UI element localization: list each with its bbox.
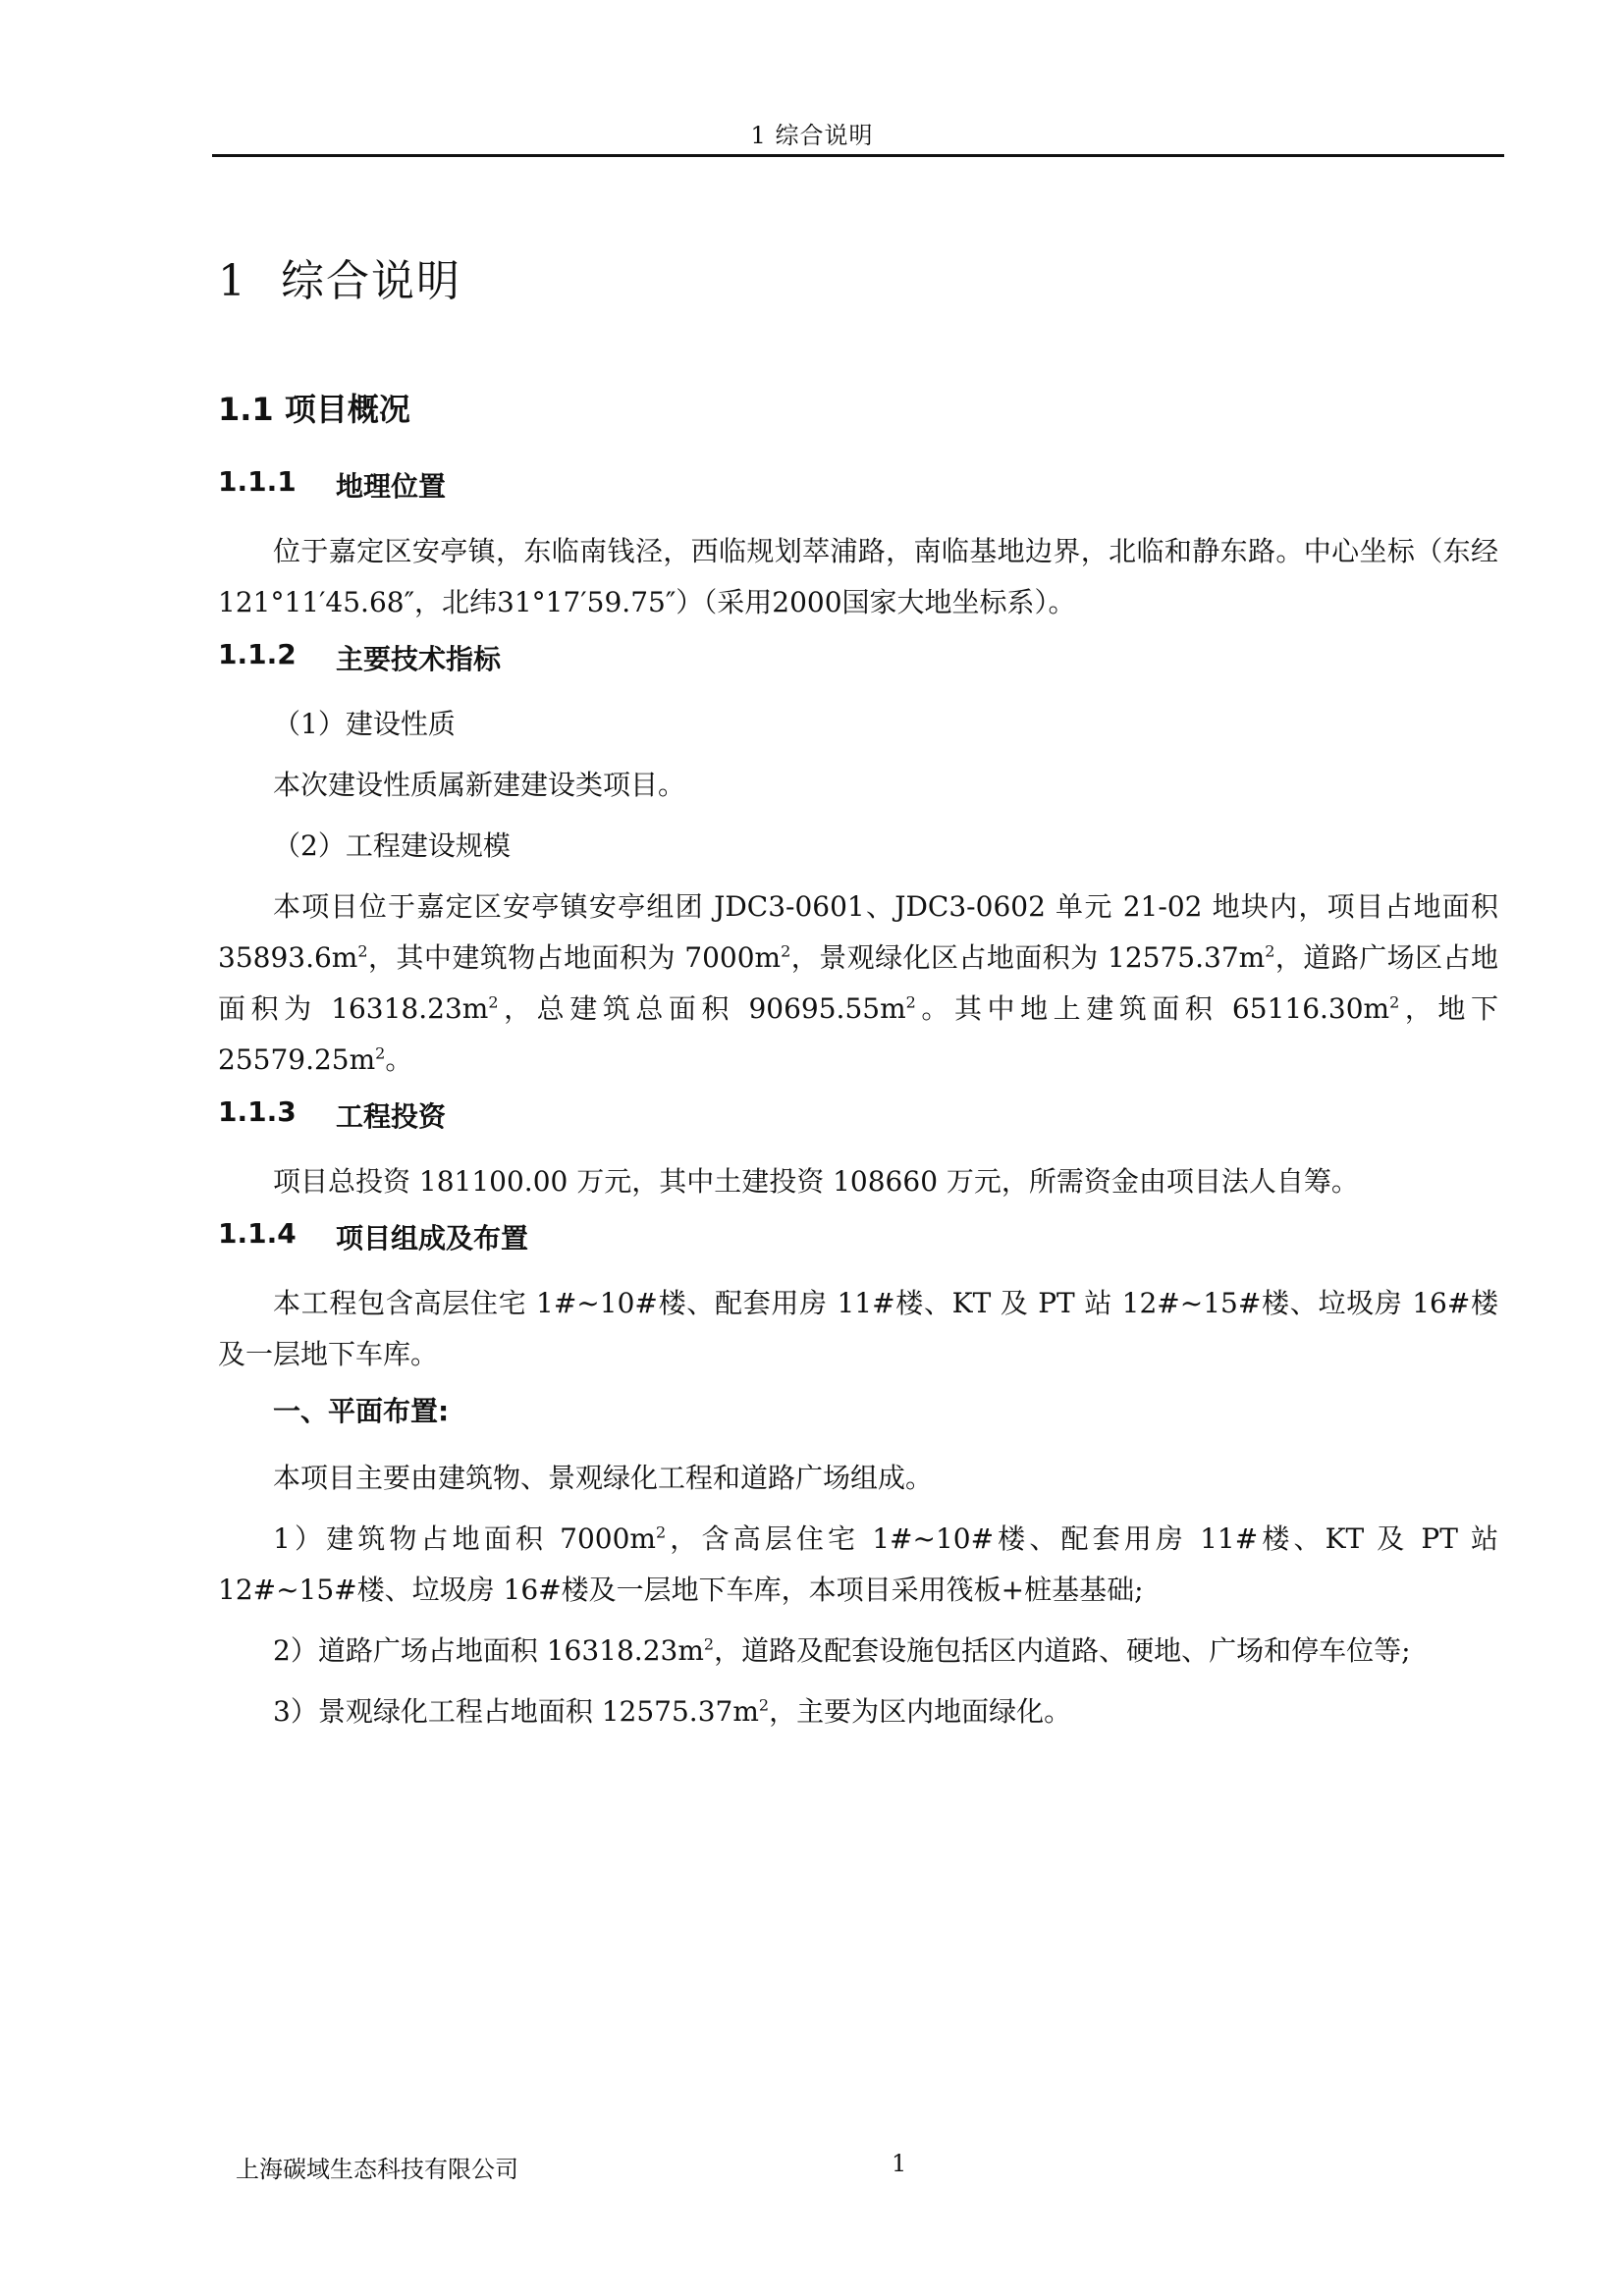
superscript: 2 xyxy=(655,1522,667,1542)
subsection-number: 1.1.1 xyxy=(218,465,297,498)
superscript: 2 xyxy=(488,992,499,1012)
item-construction-scale: （2）工程建设规模 xyxy=(273,829,511,862)
text-run: 3）景观绿化工程占地面积 12575.37m xyxy=(273,1695,759,1728)
superscript: 2 xyxy=(758,1695,770,1715)
location-paragraph: 位于嘉定区安亭镇，东临南钱泾，西临规划萃浦路，南临基地边界，北临和静东路。中心坐标（东经121°11′45.68″，北纬31°17′59.75″）（采用2000国家大地坐标系）。 xyxy=(218,535,1498,618)
superscript: 2 xyxy=(781,941,791,961)
page-content xyxy=(218,245,1498,1747)
text-run: 本项目位于嘉定区安亭镇安亭组团 JDC3-0601、JDC3-0602 单元 21-02 地块内，项目占地面积 35893.6m xyxy=(218,890,1498,974)
text-run: ，景观绿化区占地面积为 12575.37m xyxy=(790,941,1266,974)
text-run: 。其中地上建筑面积 65116.30m xyxy=(915,992,1390,1025)
subsection-heading-1-1-1 xyxy=(218,465,1498,505)
superscript: 2 xyxy=(1265,941,1275,961)
superscript: 2 xyxy=(703,1634,715,1654)
superscript: 2 xyxy=(357,941,368,961)
text-run: 1）建筑物占地面积 7000m xyxy=(273,1522,656,1555)
subsection-title: 地理位置 xyxy=(336,470,447,503)
layout-intro: 本项目主要由建筑物、景观绿化工程和道路广场组成。 xyxy=(273,1462,934,1494)
superscript: 2 xyxy=(905,992,916,1012)
subsection-number: 1.1.4 xyxy=(218,1217,297,1250)
footer-page-number: 1 xyxy=(892,2150,907,2177)
chapter-title: 综合说明 xyxy=(281,256,461,306)
text-run: ，道路广场区占地面积为 16318.23m xyxy=(218,941,1498,1025)
text-run: ，其中建筑物占地面积为 7000m xyxy=(367,941,782,974)
superscript: 2 xyxy=(375,1043,386,1063)
list-item-buildings xyxy=(218,1514,1498,1616)
text-run: 2）道路广场占地面积 16318.23m xyxy=(273,1634,704,1667)
subsection-heading-1-1-3 xyxy=(218,1095,1498,1135)
list-item-greening xyxy=(218,1686,1498,1737)
chapter-heading xyxy=(218,245,1498,308)
list-item-roads xyxy=(218,1626,1498,1677)
text-run: ，地下 25579.25m xyxy=(218,992,1498,1076)
scale-paragraph xyxy=(218,881,1498,1086)
subsection-number: 1.1.3 xyxy=(218,1095,297,1128)
composition-paragraph: 本工程包含高层住宅 1#~10#楼、配套用房 11#楼、KT 及 PT 站 12#~15#楼、垃圾房 16#楼及一层地下车库。 xyxy=(218,1287,1498,1370)
subsection-title: 工程投资 xyxy=(336,1100,447,1133)
investment-paragraph: 项目总投资 181100.00 万元，其中土建投资 108660 万元，所需资金由项目法人自筹。 xyxy=(273,1165,1359,1198)
layout-subheading: 一、平面布置: xyxy=(273,1395,450,1427)
running-header: 1 综合说明 xyxy=(750,122,874,149)
item-construction-nature: （1）建设性质 xyxy=(273,708,456,740)
subsection-number: 1.1.2 xyxy=(218,638,297,670)
section-heading: 1.1 项目概况 xyxy=(218,391,410,428)
header-rule xyxy=(212,154,1504,157)
text-run: ，主要为区内地面绿化。 xyxy=(769,1695,1072,1728)
text-run: 。 xyxy=(385,1043,413,1076)
subsection-heading-1-1-4 xyxy=(218,1217,1498,1256)
subsection-heading-1-1-2 xyxy=(218,638,1498,677)
footer-company: 上海碳域生态科技有限公司 xyxy=(236,2156,518,2183)
construction-nature-text: 本次建设性质属新建建设类项目。 xyxy=(273,769,686,801)
text-run: ，总建筑总面积 90695.55m xyxy=(498,992,906,1025)
text-run: ，道路及配套设施包括区内道路、硬地、广场和停车位等; xyxy=(714,1634,1411,1667)
superscript: 2 xyxy=(1389,992,1400,1012)
subsection-title: 主要技术指标 xyxy=(336,643,502,675)
subsection-title: 项目组成及布置 xyxy=(336,1222,529,1255)
text-run: ，含高层住宅 1#~10#楼、配套用房 11#楼、KT 及 PT 站 12#~15#楼、垃圾房 16#楼及一层地下车库，本项目采用筏板+桩基基础; xyxy=(218,1522,1498,1606)
chapter-number: 1 xyxy=(218,256,247,306)
